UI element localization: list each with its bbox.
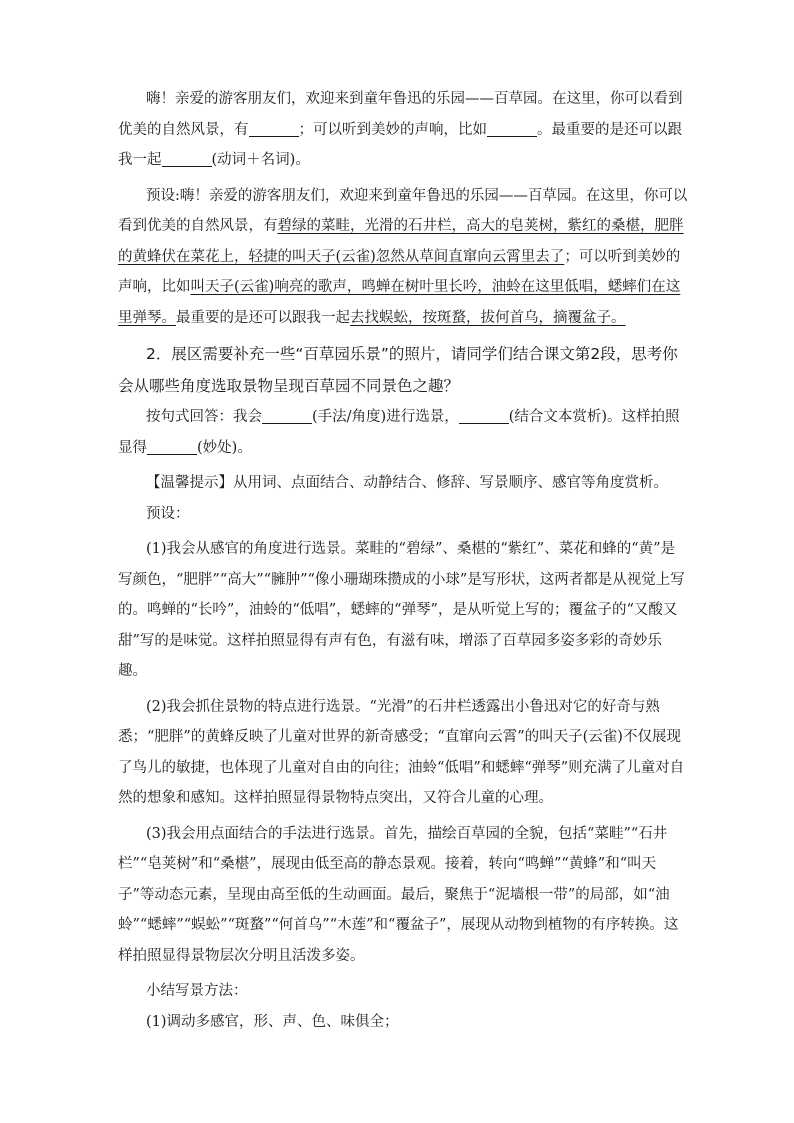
summary-item-1: (1)调动多感官，形、声、色、味俱全； [146,1013,399,1030]
document-page [118,84,688,1037]
answer-1: (1)我会从感官的角度进行选景。菜畦的“碧绿”、桑椹的“紫红”、菜花和蜂的“黄”是写颜色，“肥胖”“高大”“臃肿”“像小珊瑚珠攒成的小球”是写形状，这两者都是从视觉上写的。鸣蝉的“长吟”，油蛉的“低唱”，蟋蟀的“弹琴”，是从听觉上写的；覆盆子的“又酸又甜”写的是味觉。这样拍照显得有声有色，有滋有味，增添了百草园多姿多彩的奇妙乐趣。 [118,541,685,679]
answer-blank [162,152,212,168]
q1-answer: 预设:嗨！亲爱的游客朋友们，欢迎来到童年鲁迅的乐园——百草园。在这里，你可以看到优美的自然风景，有碧绿的菜畦，光滑的石井栏，高大的皂荚树，紫红的桑椹，肥胖的黄蜂伏在菜花上，轻捷的叫天子(云雀)忽然从草间直窜向云霄里去了；可以听到美妙的声响，比如叫天子(云雀)响亮的歌声，鸣蝉在树叶里长吟，油蛉在这里低唱，蟋蟀们在这里弹琴。最重要的是还可以跟我一起去找蜈蚣，按斑蝥，拔何首乌，摘覆盆子。 [118,187,688,326]
answer-blank [459,409,509,425]
q1-intro: 嗨！亲爱的游客朋友们，欢迎来到童年鲁迅的乐园——百草园。在这里，你可以看到优美的自然风景，有 ；可以听到美妙的声响，比如 。最重要的是还可以跟我一起 (动词＋名词)。 [118,91,683,168]
q2-format: 按句式回答：我会 (手法/角度)进行选景， (结合文本赏析)。这样拍照显得 (妙处)。 [118,409,680,456]
answer-blank [262,409,312,425]
answer-blank [487,121,537,137]
summary-title: 小结写景方法： [146,983,248,999]
answer-3: (3)我会用点面结合的手法进行选景。首先，描绘百草园的全貌，包括“菜畦”“石井栏”“皂荚树”和“桑椹”，展现由低至高的静态景观。接着，转向“鸣蝉”“黄蜂”和“叫天子”等动态元素，呈现由高至低的生动画面。最后，聚焦于“泥墙根一带”的局部，如“油蛉”“蟋蟀”“蜈蚣”“斑蝥”“何首乌”“木莲”和“覆盆子”，展现从动物到植物的有序转换。这样拍照显得景物层次分明且活泼多姿。 [118,825,679,964]
answer-2: (2)我会抓住景物的特点进行选景。“光滑”的石井栏透露出小鲁迅对它的好奇与熟悉；“肥胖”的黄蜂反映了儿童对世界的新奇感受；“直窜向云霄”的叫天子(云雀)不仅展现了鸟儿的敏捷，也体现了儿童对自由的向往；油蛉“低唱”和蟋蟀“弹琴”则充满了儿童对自然的想象和感知。这样拍照显得景物特点突出，又符合儿童的心理。 [118,698,685,806]
answer-blank [249,121,299,137]
hint: 【温馨提示】从用词、点面结合、动静结合、修辞、写景顺序、感官等角度赏析。 [146,475,668,491]
q2-question: 2．展区需要补充一些“百草园乐景”的照片，请同学们结合课文第2段，思考你会从哪些角度选取景物呈现百草园不同景色之趣？ [118,345,678,395]
answer-blank [147,439,197,455]
preset-label: 预设： [146,505,190,522]
